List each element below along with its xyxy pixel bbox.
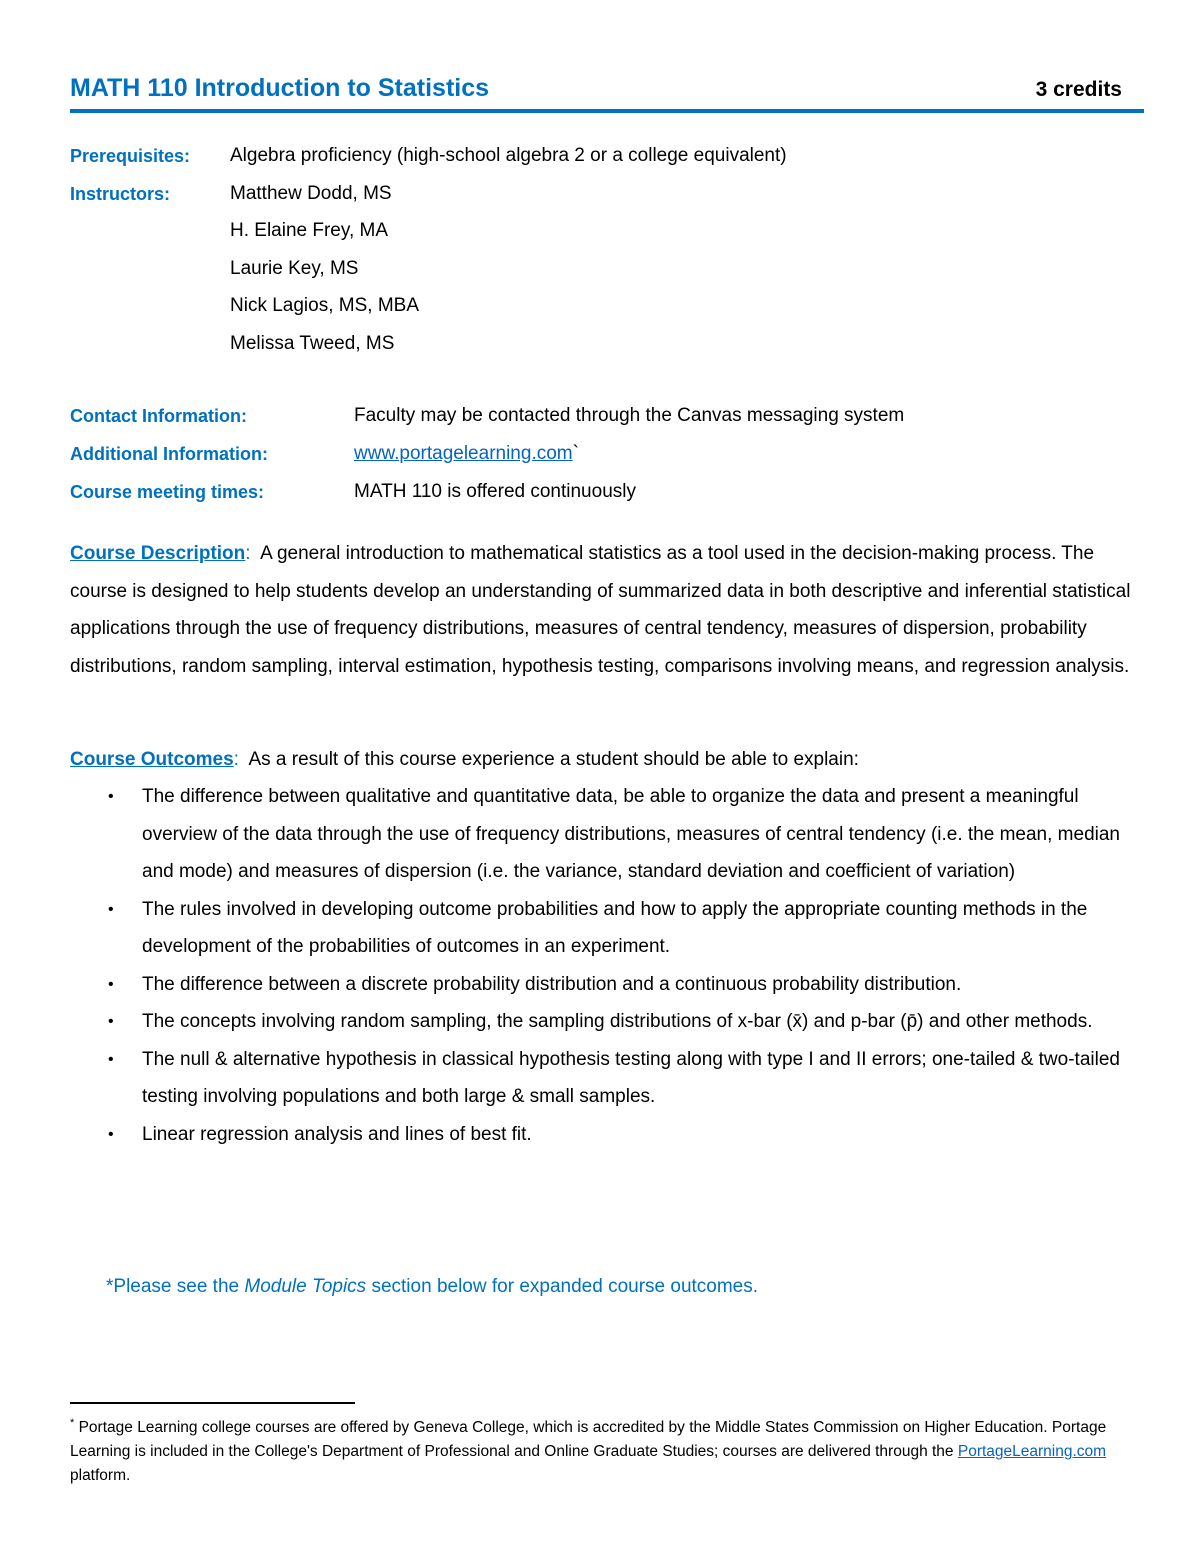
footnote-text-before: Portage Learning college courses are offered by Geneva College, which is accredited by the Middle States Commission on Higher Education. Portage Learning is included in the College's Department of Professional and Online Graduate Studies; courses are delivered through the <box>70 1419 1107 1460</box>
course-title: MATH 110 Introduction to Statistics <box>70 74 490 102</box>
list-item <box>70 966 1140 1004</box>
instructors-label: Instructors: <box>70 184 171 204</box>
outcome-text: The rules involved in developing outcome probabilities and how to apply the appropriate counting methods in the development of the probabilities of outcomes in an experiment. <box>142 898 1088 957</box>
course-outcomes-intro <box>70 741 1140 779</box>
note-prefix: *Please see the <box>106 1276 245 1297</box>
course-description <box>70 535 1140 685</box>
instructor-name: Matthew Dodd, MS <box>230 183 392 204</box>
course-outcomes-heading: Course Outcomes <box>70 749 234 770</box>
outcome-text: The difference between a discrete probability distribution and a continuous probability distribution. <box>142 973 962 995</box>
outcome-text: The null & alternative hypothesis in classical hypothesis testing along with type I and II errors; one-tailed & two-tailed testing involving populations and both large & small samples. <box>142 1048 1120 1107</box>
title-row <box>70 74 1142 108</box>
course-description-heading: Course Description <box>70 543 246 564</box>
footnote-marker: * <box>70 1416 75 1429</box>
contact-label: Contact Information: <box>70 406 247 426</box>
bullet-icon: • <box>108 1013 114 1030</box>
list-item <box>70 891 1140 966</box>
course-outcomes-intro-text: As a result of this course experience a student should be able to explain: <box>248 749 859 770</box>
note-suffix: section below for expanded course outcomes. <box>366 1276 759 1297</box>
course-description-colon: : <box>245 543 251 564</box>
instructor-name: Melissa Tweed, MS <box>230 333 395 354</box>
outcomes-list <box>70 778 1140 1153</box>
course-outcomes-colon: : <box>233 749 239 770</box>
instructor-name: H. Elaine Frey, MA <box>230 220 389 241</box>
bullet-icon: • <box>108 1050 114 1068</box>
outcome-text: The difference between qualitative and quantitative data, be able to organize the data and present a meaningful overview of the data through the use of frequency distributions, measures of central tendency (i.e. the mean, median and mode) and measures of dispersion (i.e. the variance, standard deviation and coefficient of variation) <box>142 786 1120 882</box>
additional-info-label: Additional Information: <box>70 444 268 464</box>
meeting-times-label: Course meeting times: <box>70 482 265 502</box>
title-divider <box>70 109 1144 113</box>
portagelearning-link[interactable]: PortageLearning.com <box>957 1443 1107 1460</box>
bullet-icon: • <box>108 900 114 918</box>
course-credits: 3 credits <box>1035 78 1122 101</box>
footnote-divider <box>70 1402 355 1404</box>
bullet-icon: • <box>108 975 114 993</box>
contact-value: Faculty may be contacted through the Canvas messaging system <box>354 405 905 426</box>
footnote <box>70 1416 1145 1488</box>
outcome-text: The concepts involving random sampling, the sampling distributions of x-bar (x̄) and p-bar (p̄) and other methods. <box>142 1011 1093 1032</box>
course-description-text: A general introduction to mathematical statistics as a tool used in the decision-making process. The course is designed to help students develop an understanding of summarized data in both descriptive and inferential statistical applications through the use of frequency distributions, measures of central tendency, measures of dispersion, probability distributions, random sampling, interval estimation, hypothesis testing, comparisons involving means, and regression analysis. <box>70 543 1131 677</box>
bullet-icon: • <box>108 788 114 805</box>
note-emphasis: Module Topics <box>244 1276 367 1297</box>
list-item <box>70 1116 1140 1154</box>
prerequisites-value: Algebra proficiency (high-school algebra 2 or a college equivalent) <box>230 145 787 166</box>
instructor-name: Nick Lagios, MS, MBA <box>230 295 419 316</box>
list-item <box>70 1003 1140 1041</box>
prerequisites-label: Prerequisites: <box>70 146 191 166</box>
portage-website-link[interactable]: www.portagelearning.com <box>354 443 573 464</box>
bullet-icon: • <box>108 1125 114 1143</box>
additional-info-value <box>354 443 579 465</box>
module-topics-note <box>106 1276 758 1298</box>
footnote-reference-mark: ` <box>572 443 579 464</box>
outcome-text: Linear regression analysis and lines of best fit. <box>142 1123 532 1145</box>
meeting-times-value: MATH 110 is offered continuously <box>354 481 636 502</box>
list-item <box>70 778 1140 891</box>
footnote-text-after: platform. <box>70 1467 131 1484</box>
instructor-name: Laurie Key, MS <box>230 258 359 279</box>
list-item <box>70 1041 1140 1116</box>
